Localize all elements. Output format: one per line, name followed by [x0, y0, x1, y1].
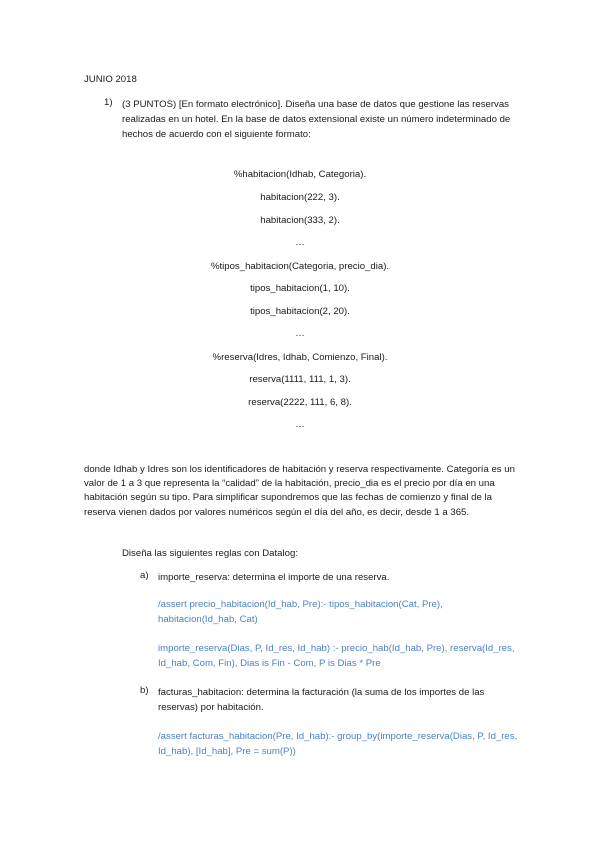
item-text: facturas_habitacion: determina la facturación (la suma de los importes de las reservas) por habitación. — [158, 687, 485, 713]
fact-line: %tipos_habitacion(Categoria, precio_dia). — [210, 261, 390, 272]
code-line: importe_reserva(Dias, P, Id_res, Id_hab) :- precio_hab(Id_hab, Pre), reserva(Id_res, Id_hab, Com, Fin), Dias is Fin - Com, P is Dias * Pre — [158, 643, 515, 669]
code-line: /assert facturas_habitacion(Pre, Id_hab):- group_by(importe_reserva(Dias, P, Id_res, Id_hab), [Id_hab], Pre = sum(P)) — [158, 731, 518, 757]
fact-line: reserva(2222, 111, 6, 8). — [248, 397, 352, 408]
fact-line: reserva(1111, 111, 1, 3). — [249, 374, 351, 385]
fact-line: %habitacion(Idhab, Categoria). — [233, 169, 367, 180]
item-text: importe_reserva: determina el importe de una reserva. — [158, 572, 390, 583]
item-letter: b) — [140, 685, 149, 696]
fact-ellipsis: … — [295, 237, 305, 248]
fact-line: %reserva(Idres, Idhab, Comienzo, Final). — [212, 352, 388, 363]
rules-intro: Diseña las siguientes reglas con Datalog: — [122, 548, 298, 559]
item-letter: a) — [140, 570, 149, 581]
fact-line: habitacion(222, 3). — [260, 192, 340, 203]
exam-heading: JUNIO 2018 — [84, 74, 137, 85]
description-paragraph: donde Idhab y Idres son los identificadores de habitación y reserva respectivamente. Categoría es un valor de 1 a 3 que representa la “calidad” de la habitación, precio_dia es el precio por día en una habitación según su tipo. Para simplificar supondremos que las fechas de comienzo y final de la reserva vienen dados por valores numéricos según el día del año, es decir, desde 1 a 365. — [84, 464, 515, 518]
question-number: 1) — [104, 97, 113, 108]
question-text: (3 PUNTOS) [En formato electrónico]. Diseña una base de datos que gestione las reservas realizadas en un hotel. En la base de datos extensional existe un número indeterminado de hechos de acuerdo con el siguiente formato: — [122, 99, 511, 140]
fact-line: habitacion(333, 2). — [260, 215, 340, 226]
fact-ellipsis: … — [295, 328, 305, 339]
fact-line: tipos_habitacion(1, 10). — [250, 283, 350, 294]
code-line: /assert precio_habitacion(Id_hab, Pre):- tipos_habitacion(Cat, Pre), habitacion(Id_hab, Cat) — [158, 599, 443, 625]
fact-ellipsis: … — [295, 419, 305, 430]
fact-line: tipos_habitacion(2, 20). — [250, 306, 350, 317]
